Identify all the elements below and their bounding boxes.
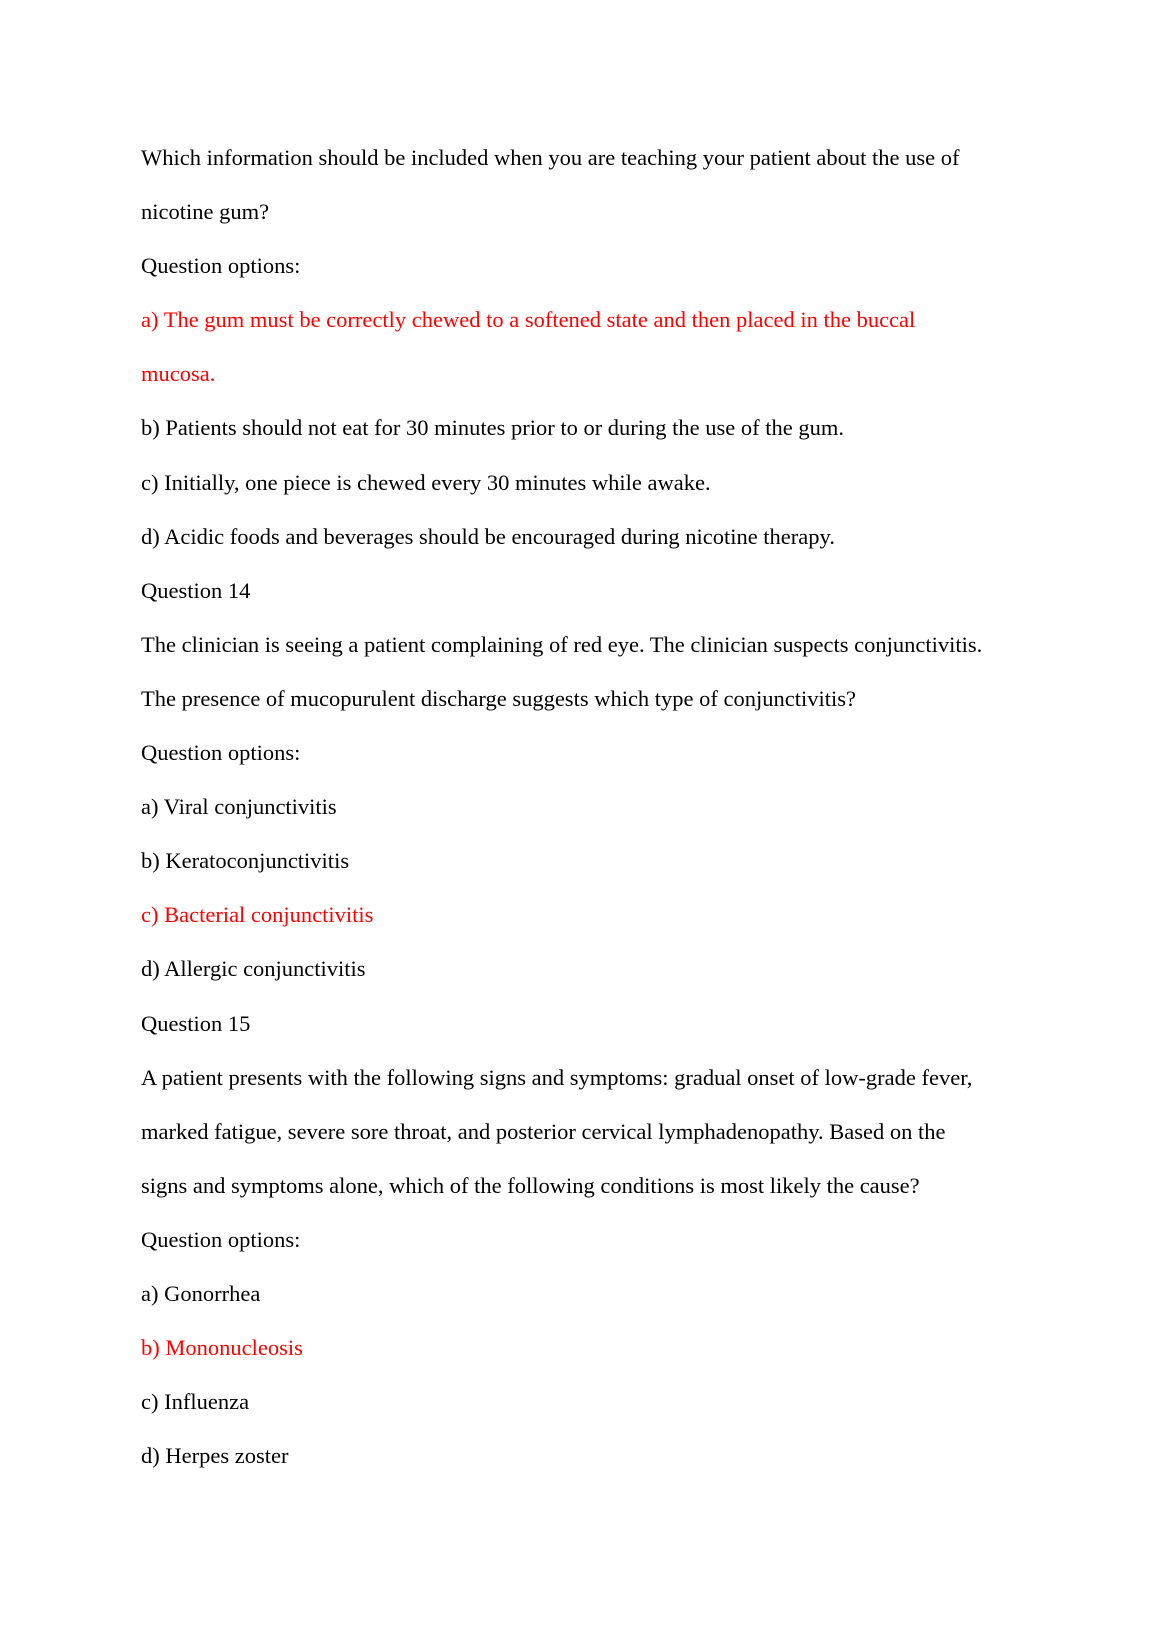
- question-13-options-label: Question options:: [141, 253, 301, 279]
- question-13-option-b: b) Patients should not eat for 30 minutes prior to or during the use of the gum.: [141, 415, 845, 441]
- question-15-heading: Question 15: [141, 1010, 251, 1036]
- question-13-option-d: d) Acidic foods and beverages should be encouraged during nicotine therapy.: [141, 523, 835, 549]
- question-15-prompt-line-1: A patient presents with the following signs and symptoms: gradual onset of low-grade fever,: [141, 1064, 973, 1090]
- question-14-prompt-line-2: The presence of mucopurulent discharge suggests which type of conjunctivitis?: [141, 685, 857, 711]
- question-14-option-d: d) Allergic conjunctivitis: [141, 956, 366, 982]
- question-15-option-c: c) Influenza: [141, 1389, 250, 1415]
- question-13-prompt-line-2: nicotine gum?: [141, 199, 270, 225]
- question-15-options-label: Question options:: [141, 1226, 301, 1252]
- document-page: [141, 131, 1031, 1483]
- question-15-option-a: a) Gonorrhea: [141, 1280, 261, 1306]
- question-13-option-a-correct-line-2: mucosa.: [141, 361, 216, 387]
- question-14-option-a: a) Viral conjunctivitis: [141, 794, 337, 820]
- question-13-option-c: c) Initially, one piece is chewed every 30 minutes while awake.: [141, 469, 711, 495]
- question-15-prompt-line-2: marked fatigue, severe sore throat, and posterior cervical lymphadenopathy. Based on the: [141, 1118, 946, 1144]
- question-14-option-c-correct: c) Bacterial conjunctivitis: [141, 902, 374, 928]
- question-13-option-a-correct-line-1: a) The gum must be correctly chewed to a softened state and then placed in the buccal: [141, 307, 916, 333]
- question-15-option-b-correct: b) Mononucleosis: [141, 1335, 303, 1361]
- question-14-prompt-line-1: The clinician is seeing a patient complaining of red eye. The clinician suspects conjunctivitis.: [141, 631, 983, 657]
- question-14-options-label: Question options:: [141, 740, 301, 766]
- question-15-option-d: d) Herpes zoster: [141, 1443, 289, 1469]
- question-14-option-b: b) Keratoconjunctivitis: [141, 848, 350, 874]
- question-14-heading: Question 14: [141, 577, 251, 603]
- question-15-prompt-line-3: signs and symptoms alone, which of the following conditions is most likely the cause?: [141, 1172, 920, 1198]
- question-13-prompt-line-1: Which information should be included when you are teaching your patient about the use of: [141, 145, 960, 170]
